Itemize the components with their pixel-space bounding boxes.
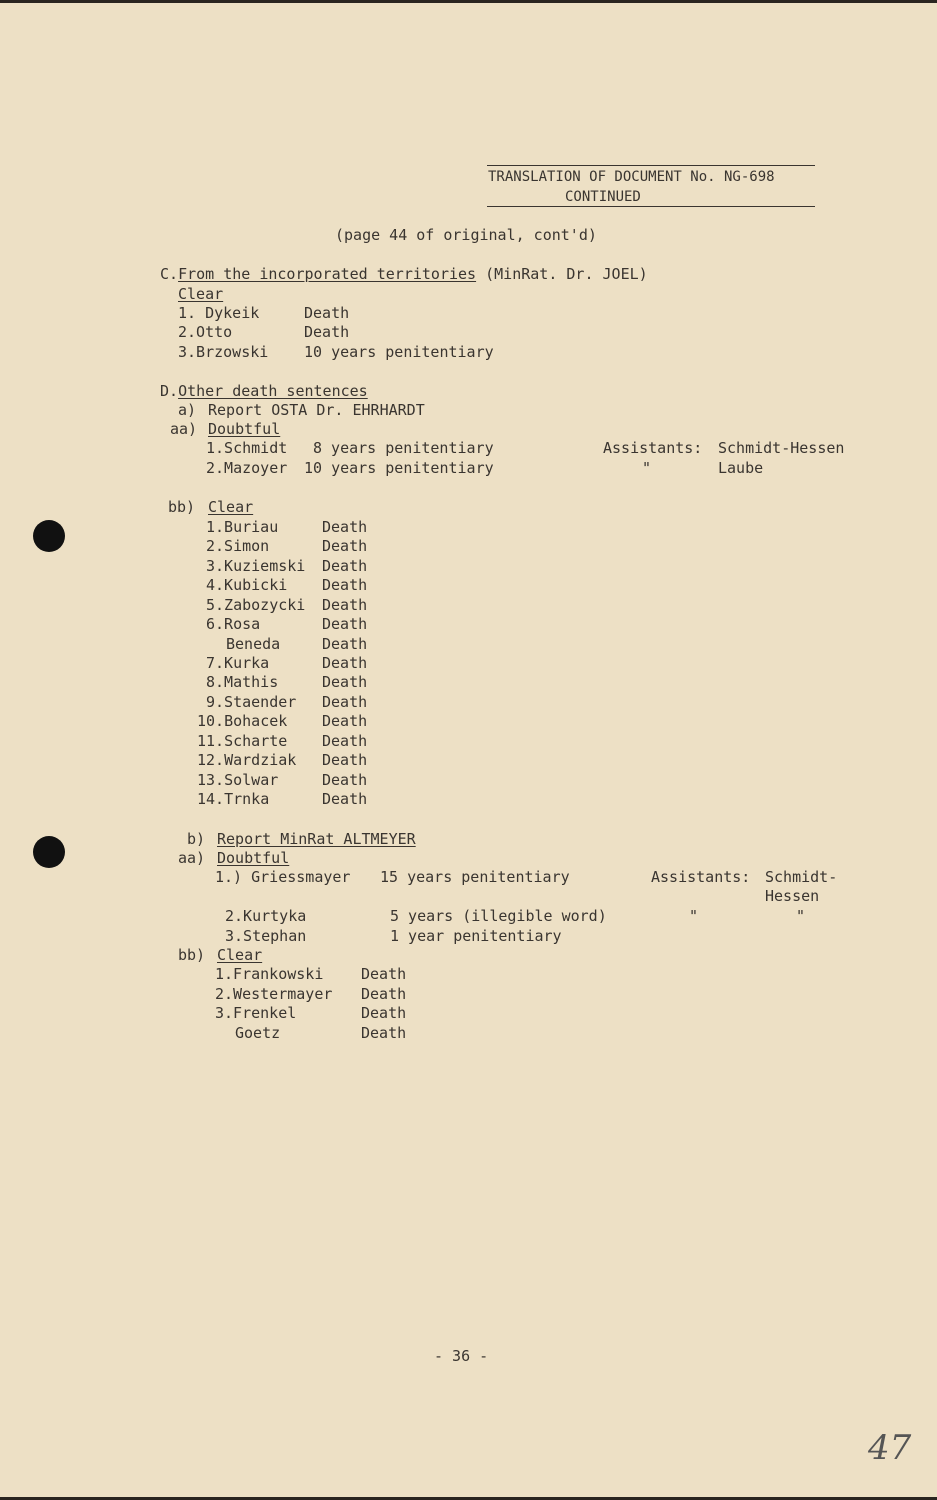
assistant-name: Laube (718, 459, 764, 477)
entry-name: 1.Buriau (206, 518, 279, 536)
entry-name: 2.Mazoyer (206, 459, 288, 477)
header-rule-top (487, 165, 815, 166)
subsection-bb-title: Clear (208, 498, 254, 516)
subsection-a-label: a) (178, 401, 197, 419)
entry-sentence: Death (322, 557, 368, 575)
subsection-b-aa-title: Doubtful (217, 849, 290, 867)
subsection-aa-title: Doubtful (208, 420, 281, 438)
entry-sentence: Death (304, 304, 350, 322)
subsection-b-label: b) (187, 830, 206, 848)
subsection-b-bb-label: bb) (178, 946, 206, 964)
document-subtitle: CONTINUED (565, 189, 641, 205)
entry-name: 13.Solwar (197, 771, 279, 789)
header-rule-bottom (487, 206, 815, 207)
entry-sentence: Death (322, 732, 368, 750)
entry-name: 5.Zabozycki (206, 596, 306, 614)
ditto-mark: " (689, 907, 699, 925)
entry-name: 9.Staender (206, 693, 297, 711)
entry-name: 2.Simon (206, 537, 270, 555)
entry-sentence: Death (322, 712, 368, 730)
entry-sentence: 10 years penitentiary (304, 343, 494, 361)
entry-name: 3.Brzowski (178, 343, 269, 361)
entry-sentence: Death (361, 1004, 407, 1022)
entry-sentence: Death (322, 576, 368, 594)
scan-edge-top (0, 0, 937, 3)
entry-sentence: 5 years (illegible word) (390, 907, 607, 925)
entry-sentence: Death (322, 673, 368, 691)
entry-sentence: Death (322, 771, 368, 789)
assistants-label: Assistants: (603, 439, 703, 457)
entry-sentence: Death (361, 1024, 407, 1042)
entry-name: 11.Scharte (197, 732, 288, 750)
section-c-heading: C.From the incorporated territories (MinRat. Dr. JOEL) (160, 265, 648, 283)
entry-name: 2.Westermayer (215, 985, 333, 1003)
entry-sentence: Death (322, 693, 368, 711)
entry-sentence: Death (361, 985, 407, 1003)
entry-sentence: Death (304, 323, 350, 341)
entry-sentence: Death (322, 518, 368, 536)
subsection-b-title: Report MinRat ALTMEYER (217, 830, 416, 848)
assistant-name-cont: Hessen (765, 887, 820, 905)
document-title: TRANSLATION OF DOCUMENT No. NG-698 (488, 169, 775, 185)
entry-name: Beneda (226, 635, 281, 653)
section-c-sub: Clear (178, 285, 224, 303)
page-reference: (page 44 of original, cont'd) (335, 226, 597, 244)
entry-name: 12.Wardziak (197, 751, 297, 769)
entry-sentence: 10 years penitentiary (304, 459, 494, 477)
assistants-label: Assistants: (651, 868, 751, 886)
subsection-b-bb-title: Clear (217, 946, 263, 964)
entry-sentence: Death (322, 596, 368, 614)
entry-name: 1. Dykeik (178, 304, 260, 322)
entry-sentence: Death (361, 965, 407, 983)
entry-sentence: 1 year penitentiary (390, 927, 562, 945)
subsection-aa-label: aa) (170, 420, 198, 438)
entry-name: 8.Mathis (206, 673, 279, 691)
entry-name: 10.Bohacek (197, 712, 288, 730)
entry-name: Goetz (235, 1024, 281, 1042)
assistant-name: Schmidt- (765, 868, 838, 886)
page-number: - 36 - (434, 1347, 489, 1365)
entry-sentence: Death (322, 635, 368, 653)
entry-sentence: Death (322, 751, 368, 769)
entry-sentence: 8 years penitentiary (313, 439, 494, 457)
entry-name: 1.Schmidt (206, 439, 288, 457)
entry-name: 6.Rosa (206, 615, 261, 633)
punch-hole-icon (33, 836, 65, 868)
subsection-b-aa-label: aa) (178, 849, 206, 867)
punch-hole-icon (33, 520, 65, 552)
entry-sentence: Death (322, 654, 368, 672)
assistant-name: Schmidt-Hessen (718, 439, 845, 457)
entry-name: 3.Stephan (225, 927, 307, 945)
ditto-mark: " (642, 459, 652, 477)
entry-sentence: Death (322, 615, 368, 633)
subsection-a-title: Report OSTA Dr. EHRHARDT (208, 401, 425, 419)
entry-name: 1.) Griessmayer (215, 868, 351, 886)
entry-name: 3.Kuziemski (206, 557, 306, 575)
entry-sentence: Death (322, 790, 368, 808)
entry-name: 4.Kubicki (206, 576, 288, 594)
ditto-mark: " (796, 907, 806, 925)
entry-sentence: 15 years penitentiary (380, 868, 570, 886)
entry-name: 7.Kurka (206, 654, 270, 672)
section-d-heading: D.Other death sentences (160, 382, 368, 400)
entry-name: 1.Frankowski (215, 965, 324, 983)
entry-name: 2.Otto (178, 323, 233, 341)
entry-name: 2.Kurtyka (225, 907, 307, 925)
subsection-bb-label: bb) (168, 498, 196, 516)
entry-name: 3.Frenkel (215, 1004, 297, 1022)
handwritten-folio-number: 47 (868, 1428, 912, 1468)
entry-sentence: Death (322, 537, 368, 555)
entry-name: 14.Trnka (197, 790, 270, 808)
